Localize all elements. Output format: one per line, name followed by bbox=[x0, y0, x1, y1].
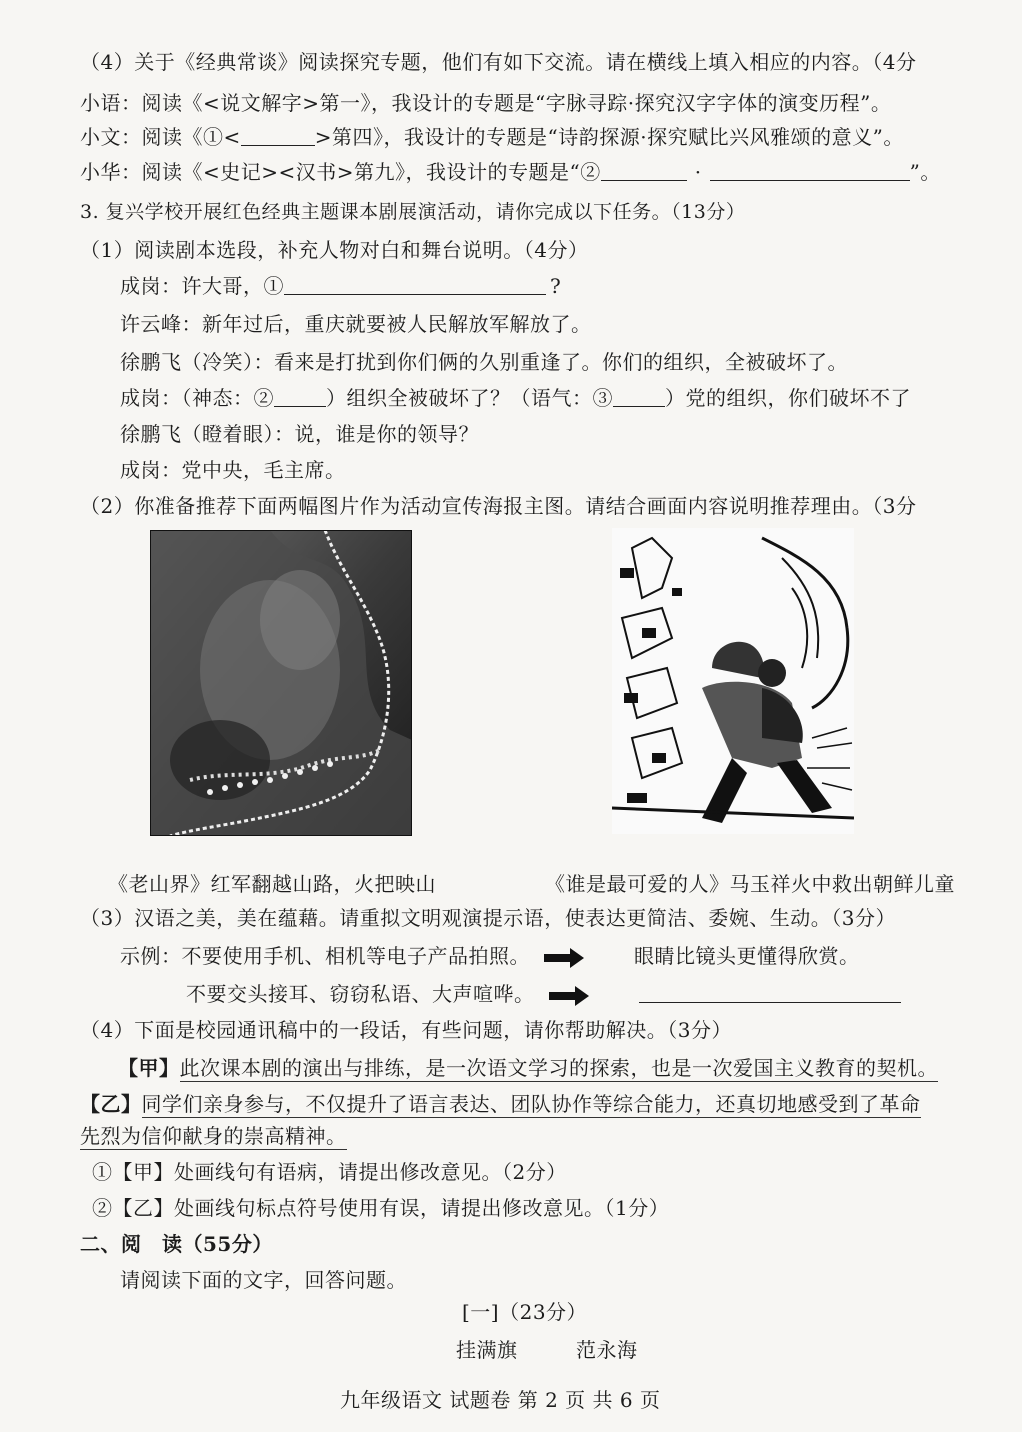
q4-line-xiaoyu: 小语：阅读《<说文解字>第一》，我设计的专题是“字脉寻踪·探究汉字字体的演变历程”。 bbox=[80, 91, 892, 115]
section2-instruction: 请阅读下面的文字，回答问题。 bbox=[120, 1268, 407, 1292]
yi-row bbox=[80, 1090, 921, 1118]
q3-2-heading: （2）你准备推荐下面两幅图片作为活动宣传海报主图。请结合画面内容说明推荐理由。（3分 bbox=[80, 494, 917, 518]
caption-right: 《谁是最可爱的人》马玉祥火中救出朝鲜儿童 bbox=[545, 872, 955, 896]
script-line-4-c: ）党的组织，你们破坏不了 bbox=[665, 386, 911, 410]
script-line-4 bbox=[120, 384, 911, 412]
answer-blank-script-1[interactable] bbox=[284, 274, 546, 295]
example-row bbox=[120, 942, 860, 970]
script-line-5: 徐鹏飞（瞪着眼）：说，谁是你的领导？ bbox=[120, 422, 479, 446]
rescue-child-image bbox=[612, 528, 854, 834]
example-source: 不要使用手机、相机等电子产品拍照。 bbox=[181, 944, 530, 968]
yi-tag: 【乙】 bbox=[80, 1092, 142, 1116]
answer-blank-script-2[interactable] bbox=[274, 386, 326, 407]
jia-row bbox=[118, 1054, 938, 1082]
script-line-4-b: ）组织全被破坏了？（语气：③ bbox=[326, 386, 613, 410]
script-line-1-post: ? bbox=[550, 274, 562, 298]
q4-line-xiaohua bbox=[80, 158, 941, 186]
q3-4-heading: （4）下面是校园通讯稿中的一段话，有些问题，请你帮助解决。（3分） bbox=[80, 1018, 732, 1042]
article-title: 挂满旗 bbox=[456, 1338, 518, 1362]
yi-text-1: 同学们亲身参与，不仅提升了语言表达、团队协作等综合能力，还真切地感受到了革命 bbox=[141, 1092, 921, 1116]
script-line-1-pre: 成岗：许大哥，① bbox=[120, 274, 284, 298]
yi-row-2 bbox=[80, 1122, 347, 1150]
task-source: 不要交头接耳、窃窃私语、大声喧哗。 bbox=[186, 982, 535, 1006]
article-author: 范永海 bbox=[576, 1338, 638, 1362]
task-row bbox=[186, 980, 901, 1008]
answer-blank-2b[interactable] bbox=[710, 160, 910, 181]
q3-1-heading: （1）阅读剧本选段，补充人物对白和舞台说明。（4分） bbox=[80, 238, 589, 262]
script-line-2: 许云峰：新年过后，重庆就要被人民解放军解放了。 bbox=[120, 312, 592, 336]
page-footer: 九年级语文 试题卷 第 2 页 共 6 页 bbox=[340, 1388, 661, 1412]
script-line-1 bbox=[120, 272, 561, 300]
q3-heading: 3. 复兴学校开展红色经典主题课本剧展演活动，请你完成以下任务。（13分） bbox=[80, 201, 746, 223]
sub-question-1: ①【甲】处画线句有语病，请提出修改意见。（2分） bbox=[92, 1160, 567, 1184]
q4-heading: （4）关于《经典常谈》阅读探究专题，他们有如下交流。请在横线上填入相应的内容。（4分 bbox=[80, 50, 917, 74]
example-target: 眼睛比镜头更懂得欣赏。 bbox=[634, 944, 860, 968]
q4-line-xiaohua-pre: 小华：阅读《<史记><汉书>第九》，我设计的专题是“② bbox=[80, 160, 601, 184]
part-label: [一]（23分） bbox=[462, 1300, 588, 1324]
section2-heading: 二、阅 读（55分） bbox=[80, 1232, 273, 1256]
arrow-right-icon bbox=[549, 989, 589, 1003]
script-line-6: 成岗：党中央，毛主席。 bbox=[120, 458, 346, 482]
q4-line-xiaowen-pre: 小文：阅读《①< bbox=[80, 125, 241, 149]
arrow-right-icon bbox=[544, 951, 584, 965]
q4-line-xiaowen bbox=[80, 123, 904, 151]
q4-dot: · bbox=[694, 160, 702, 184]
laoshanjie-image bbox=[150, 530, 412, 836]
q4-line-xiaowen-post: >第四》，我设计的专题是“诗韵探源·探究赋比兴风雅颂的意义”。 bbox=[314, 125, 904, 149]
sub-question-2: ②【乙】处画线句标点符号使用有误，请提出修改意见。（1分） bbox=[92, 1196, 670, 1220]
answer-blank-slogan[interactable] bbox=[639, 982, 901, 1003]
jia-tag: 【甲】 bbox=[118, 1056, 180, 1080]
answer-blank-2a[interactable] bbox=[601, 160, 687, 181]
script-line-3: 徐鹏飞（冷笑）：看来是打扰到你们俩的久别重逢了。你们的组织，全被破坏了。 bbox=[120, 350, 848, 374]
example-label: 示例： bbox=[120, 944, 182, 968]
answer-blank-1[interactable] bbox=[241, 125, 315, 146]
q3-3-heading: （3）汉语之美，美在蕴藉。请重拟文明观演提示语，使表达更简洁、委婉、生动。（3分） bbox=[80, 906, 896, 930]
q4-line-xiaohua-post: ”。 bbox=[909, 160, 941, 184]
answer-blank-script-3[interactable] bbox=[613, 386, 665, 407]
yi-text-2: 先烈为信仰献身的崇高精神。 bbox=[80, 1124, 347, 1148]
jia-text: 此次课本剧的演出与排练，是一次语文学习的探索，也是一次爱国主义教育的契机。 bbox=[179, 1056, 938, 1080]
caption-left: 《老山界》红军翻越山路，火把映山 bbox=[108, 872, 436, 896]
script-line-4-a: 成岗：（神态：② bbox=[120, 386, 274, 410]
